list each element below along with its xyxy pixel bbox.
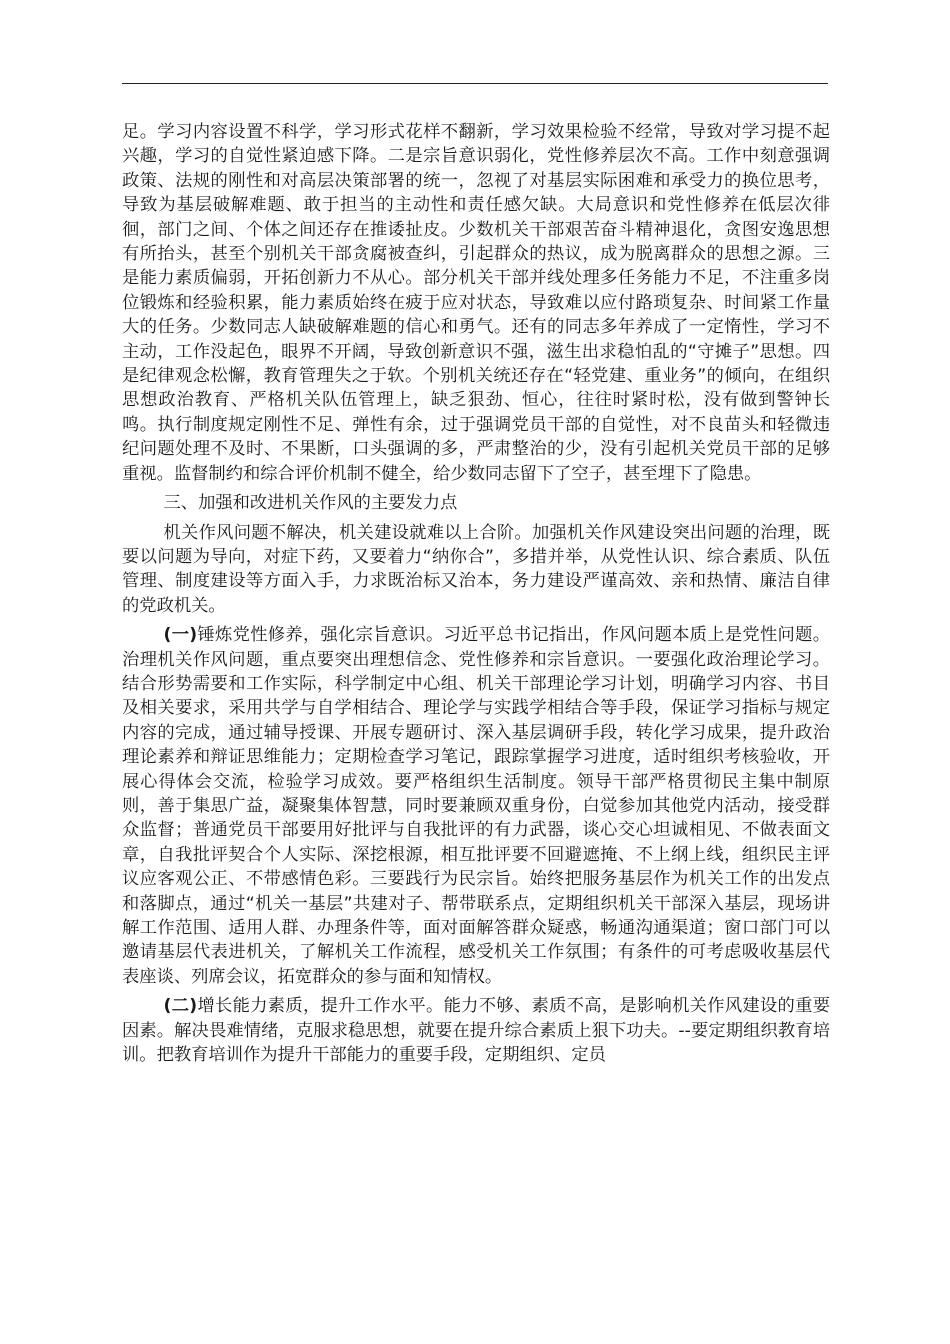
point-one-marker: (一) (163, 625, 198, 646)
section-heading: 三、加强和改进机关作风的主要发力点 (163, 493, 458, 514)
paragraph-intro: 机关作风问题不解决，机关建设就难以上合阶。加强机关作风建设突出问题的治理，既要以问题为导向，对症下药，又要着力“纳你合”，多措并举，从党性认识、综合素质、队伍管理、制度建设等方面入手，力求既治标又治本，务力建设严谨高效、亲和热情、廉洁自律的党政机关。 (122, 522, 830, 616)
point-two-text: 增长能力素质，提升工作水平。能力不够、素质不高，是影响机关作风建设的重要因素。解决畏难情绪，克服求稳思想，就要在提升综合素质上狠下功夫。--要定期组织教育培训。把教育培训作为提升干部能力的重要手段，定期组织、定员 (122, 996, 830, 1066)
paragraph-continued: 足。学习内容设置不科学，学习形式花样不翻新，学习效果检验不经常，导致对学习提不起兴趣，学习的自觉性紧迫感下降。二是宗旨意识弱化，党性修养层次不高。工作中刻意强调政策、法规的刚性和对高层决策部署的统一，忽视了对基层实际困难和承受力的换位思考，导致为基层破解难题、敢于担当的主动性和责任感欠缺。大局意识和党性修养在低层次徘徊，部门之间、个体之间还存在推诿扯皮。少数机关干部艰苦奋斗精神退化，贪图安逸思想有所抬头，甚至个别机关干部贪腐被查纠，引起群众的热议，成为脱离群众的思想之源。三是能力素质偏弱，开拓创新力不从心。部分机关干部并线处理多任务能力不足，不注重多岗位锻炼和经验积累，能力素质始终在疲于应对状态，导致难以应付路琐复杂、时间紧工作量大的任务。少数同志人缺破解难题的信心和勇气。还有的同志多年养成了一定惰性，学习不主动，工作没起色，眼界不开阔，导致创新意识不强，滋生出求稳怕乱的“守摊子”思想。四是纪律观念松懈，教育管理失之于软。个别机关统还存在“轻党建、重业务”的倾向，在组织思想政治教育、严格机关队伍管理上，缺乏狠劲、恒心，往往时紧时松，没有做到警钟长鸣。执行制度规定刚性不足、弹性有余，过于强调党员干部的自觉性，对不良苗头和轻微违纪问题处理不及时、不果断，口头强调的多，严肃整治的少，没有引起机关党员干部的足够重视。监督制约和综合评价机制不健全，给少数同志留下了空子，甚至埋下了隐患。 (122, 122, 830, 484)
header-rule (122, 83, 828, 84)
document-body (122, 120, 830, 1067)
paragraph-point-two (122, 994, 830, 1067)
point-one-text: 锤炼党性修养，强化宗旨意识。习近平总书记指出，作风问题本质上是党性问题。治理机关作风问题，重点要突出理想信念、党性修养和宗旨意识。一要强化政治理论学习。结合形势需要和工作实际，科学制定中心组、机关干部理论学习计划，明确学习内容、书目及相关要求，采用共学与自学相结合、理论学与实践学相结合等手段，保证学习指标与规定内容的完成，通过辅导授课、开展专题研讨、深入基层调研手段，转化学习成果，提升政治理论素养和辩证思维能力；定期检查学习笔记，跟踪掌握学习进度，适时组织考核验收，开展心得体会交流，检验学习成效。要严格组织生活制度。领导干部严格贯彻民主集中制原则，善于集思广益，凝聚集体智慧，同时要兼顾双重身份，白觉参加其他党内活动，接受群众监督；普通党员干部要用好批评与自我批评的有力武器，谈心交心坦诚相见、不做表面文章，自我批评契合个人实际、深挖根源，相互批评要不回避遮掩、不上纲上线，组织民主评议应客观公正、不带感情色彩。三要践行为民宗旨。始终把服务基层作为机关工作的出发点和落脚点，通过“机关一基层”共建对子、帮带联系点，定期组织机关干部深入基层，现场讲解工作范围、适用人群、办理条件等，面对面解答群众疑惑，畅通沟通渠道；窗口部门可以邀请基层代表进机关，了解机关工作流程，感受机关工作氛围；有条件的可考虑吸收基层代表座谈、列席会议，拓宽群众的参与面和知情权。 (122, 625, 830, 987)
point-two-marker: (二) (163, 996, 198, 1017)
paragraph-point-one (122, 623, 830, 989)
